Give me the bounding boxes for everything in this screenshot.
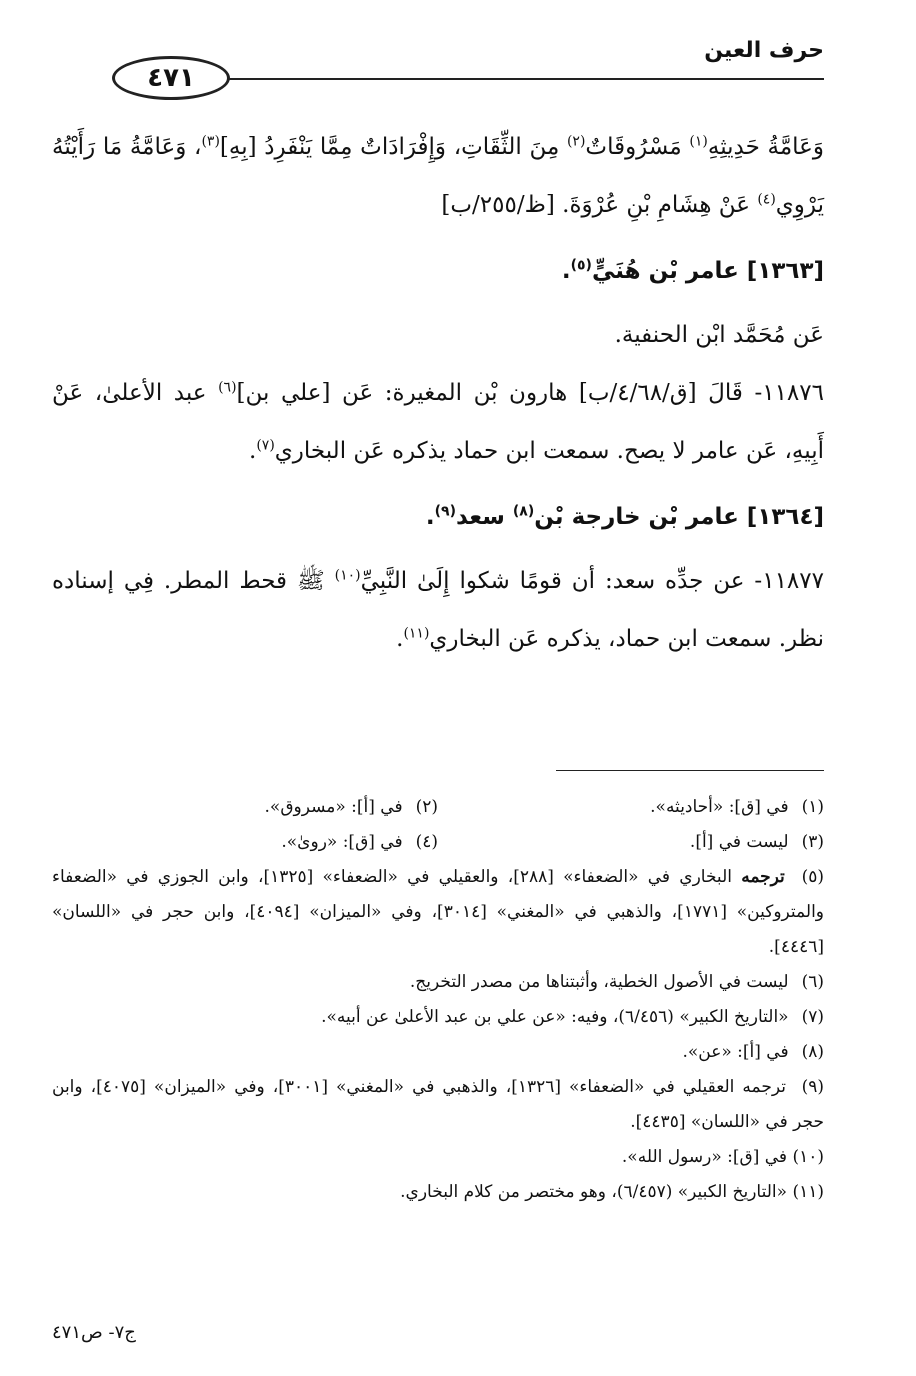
footnote-number: (٤) bbox=[415, 832, 438, 852]
page-header bbox=[52, 38, 824, 108]
footnote-10 bbox=[52, 1140, 824, 1175]
footnote-row bbox=[52, 825, 824, 860]
heading-text: [١٣٦٤] عامر بْن خارجة بْن bbox=[534, 504, 824, 530]
paragraph-11877 bbox=[52, 552, 824, 668]
footnote-ref[interactable]: (٨) bbox=[512, 503, 535, 520]
paragraph-1 bbox=[52, 118, 824, 234]
text-run: عبد الأعلىٰ، عَنْ أَبِيهِ، عَن عامر لا يصح. سمعت ابن حماد يذكره عَن البخاري bbox=[52, 380, 824, 464]
section-title: حرف العين bbox=[704, 38, 824, 63]
footnote-9 bbox=[52, 1070, 824, 1140]
footnote-number: (٢) bbox=[415, 797, 438, 817]
footnote-separator bbox=[556, 770, 824, 771]
text-run: . bbox=[249, 438, 257, 464]
paragraph-11876 bbox=[52, 364, 824, 480]
text-run: عَنْ هِشَامِ بْنِ عُرْوَةَ. [ظ/٢٥٥/ب] bbox=[441, 192, 758, 218]
footnote-8 bbox=[52, 1035, 824, 1070]
footnote-text: ليست في [أ]. bbox=[689, 832, 789, 852]
footnote-ref[interactable]: (٦) bbox=[218, 379, 237, 396]
footnote-text: ترجمه العقيلي في «الضعفاء» [١٣٢٦]، والذهبي في «المغني» [٣٠٠١]، وفي «الميزان» [٤٠٧٥]، وابن حجر في «اللسان» [٤٤٣٥]. bbox=[52, 1077, 824, 1132]
footnote-text: «التاريخ الكبير» (٦/٤٥٧)، وهو مختصر من كلام البخاري. bbox=[400, 1182, 788, 1202]
footnote-text: ليست في الأصول الخطية، وأثبتناها من مصدر التخريج. bbox=[409, 972, 789, 992]
footnote-number: (١) bbox=[801, 797, 824, 817]
footnote-ref[interactable]: (١١) bbox=[403, 625, 430, 642]
text-run: ١١٨٧٦- قَالَ [ق/٤/٦٨/ب] هارون بْن المغيرة: عَن [علي بن] bbox=[236, 380, 824, 406]
footnote-ref[interactable]: (١٠) bbox=[334, 567, 361, 584]
footnote-text: البخاري في «الضعفاء» [٢٨٨]، والعقيلي في «الضعفاء» [١٣٢٥]، وابن الجوزي في «الضعفاء والمتروكين» [١٧٧١]، والذهبي في «المغني» [٣٠١٤]، وفي «الميزان» [٤٠٩٤]، وابن حجر في «اللسان» [٤٤٤٦]. bbox=[52, 867, 825, 957]
text-run: . bbox=[396, 626, 404, 652]
footnote-number: (٦) bbox=[801, 972, 824, 992]
footnote-1 bbox=[438, 790, 824, 825]
footnote-ref[interactable]: (٩) bbox=[434, 503, 456, 520]
footnote-ref[interactable]: (١) bbox=[689, 133, 708, 150]
footnote-11 bbox=[52, 1175, 824, 1210]
volume-page-reference: ج٧- ص٤٧١ bbox=[52, 1322, 136, 1343]
footnote-number: (٨) bbox=[801, 1042, 824, 1062]
footnote-number: (٩) bbox=[801, 1077, 825, 1097]
footnote-4 bbox=[52, 825, 438, 860]
text-run: مِنَ الثِّقَاتِ، وَإِفْرَادَاتٌ مِمَّا يَنْفَرِدُ [بِهِ] bbox=[219, 134, 567, 160]
footnote-text: في [أ]: «عن». bbox=[682, 1042, 789, 1062]
footnote-ref[interactable]: (٧) bbox=[256, 437, 275, 454]
footnote-text: في [ق]: «رسول الله». bbox=[621, 1147, 788, 1167]
entry-heading-1364 bbox=[52, 488, 824, 546]
footnote-number: (٥) bbox=[801, 867, 824, 887]
footnotes bbox=[52, 790, 824, 1210]
heading-text: [١٣٦٣] عامر بْن هُنَيٍّ bbox=[591, 258, 824, 284]
footnote-text: «التاريخ الكبير» (٦/٤٥٦)، وفيه: «عن علي بن عبد الأعلىٰ عن أبيه». bbox=[321, 1007, 789, 1027]
footnote-number: (٣) bbox=[801, 832, 824, 852]
footnote-6 bbox=[52, 965, 824, 1000]
footnote-text: في [ق]: «روىٰ». bbox=[281, 832, 403, 852]
entry-heading-1363 bbox=[52, 242, 824, 300]
footnote-3 bbox=[438, 825, 824, 860]
text-run: وَعَامَّةُ حَدِيثِهِ bbox=[707, 134, 825, 160]
footnote-ref[interactable]: (٥) bbox=[570, 257, 592, 274]
header-rule bbox=[212, 78, 824, 80]
heading-text: سعد bbox=[455, 504, 513, 530]
footnote-ref[interactable]: (٢) bbox=[566, 133, 586, 150]
text-run: ، وَعَامَّةُ مَا رَأَيْتُهُ يَرْوِي bbox=[52, 134, 824, 218]
footnote-ref[interactable]: (٣) bbox=[201, 133, 220, 150]
footnote-ref[interactable]: (٤) bbox=[757, 191, 776, 208]
paragraph-2: عَن مُحَمَّد ابْن الحنفية. bbox=[614, 322, 824, 348]
footnote-number: (١١) bbox=[792, 1182, 824, 1202]
footnote-2 bbox=[52, 790, 438, 825]
text-run: ﷺ قحط المطر. فِي إسناده نظر. سمعت ابن حماد، يذكره عَن البخاري bbox=[52, 568, 824, 652]
page-number: ٤٧١ bbox=[112, 56, 230, 100]
text-run: مَسْرُوقَاتٌ bbox=[585, 134, 690, 160]
footnote-7 bbox=[52, 1000, 824, 1035]
footnote-bold-text: ترجمه bbox=[741, 867, 785, 887]
footnote-text: في [ق]: «أحاديثه». bbox=[650, 797, 789, 817]
text-run: ١١٨٧٧- عن جدِّه سعد: أن قومًا شكوا إِلَىٰ النَّبِيِّ bbox=[360, 568, 824, 594]
footnote-number: (١٠) bbox=[792, 1147, 824, 1167]
footnote-number: (٧) bbox=[801, 1007, 824, 1027]
heading-text: . bbox=[425, 504, 435, 530]
footnote-5 bbox=[52, 860, 824, 965]
footnote-text: في [أ]: «مسروق». bbox=[264, 797, 403, 817]
main-text bbox=[52, 118, 824, 668]
footnote-row bbox=[52, 790, 824, 825]
heading-text: . bbox=[561, 258, 571, 284]
